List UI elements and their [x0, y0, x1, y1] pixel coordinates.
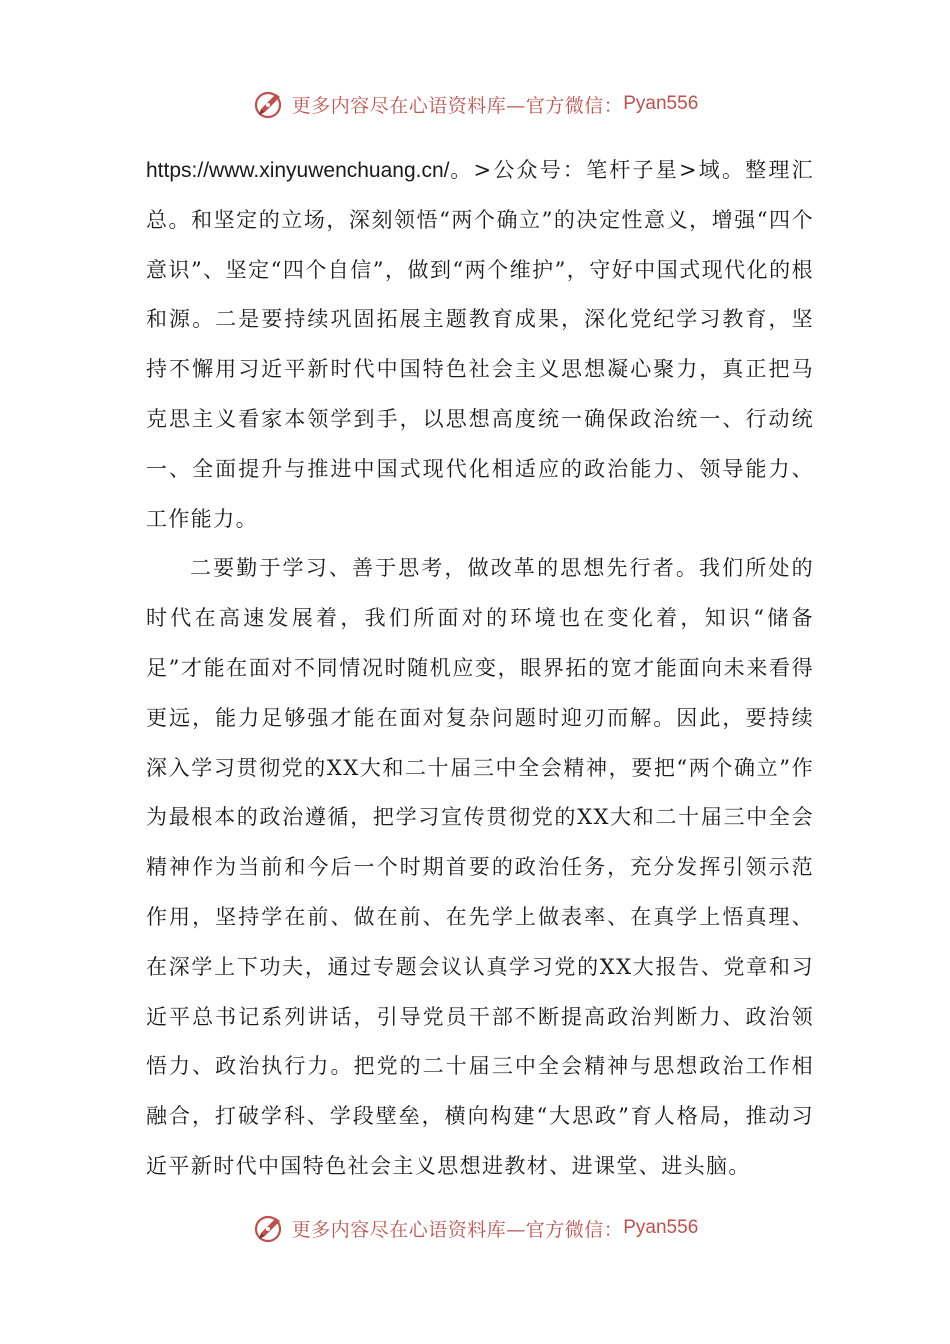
- header-banner-text: 更多内容尽在心语资料库—官方微信：: [291, 94, 624, 117]
- pen-logo-icon: [252, 1211, 286, 1245]
- footer-banner-text: 更多内容尽在心语资料库—官方微信：: [291, 1218, 624, 1241]
- paragraph-1-text: 。>公众号：笔杆子星>域。整理汇总。和坚定的立场，深刻领悟“两个确立”的决定性意义，增强“四个意识”、坚定“四个自信”，做到“两个维护”，守好中国式现代化的根和源。二是要持续巩固拓展主题教育成果，深化党纪学习教育，坚持不懈用习近平新时代中国特色社会主义思想凝心聚力，真正把马克思主义看家本领学到手，以思想高度统一确保政治统一、行动统一、全面提升与推进中国式现代化相适应的政治能力、领导能力、工作能力。: [146, 158, 814, 531]
- header-banner-id: Pyan556: [623, 93, 699, 114]
- paragraph-2: 二要勤于学习、善于思考，做改革的思想先行者。我们所处的时代在高速发展着，我们所面对的环境也在变化着，知识“储备足”才能在面对不同情况时随机应变，眼界拓的宽才能面向未来看得更远，能力足够强才能在面对复杂问题时迎刃而解。因此，要持续深入学习贯彻党的XX大和二十届三中全会精神，要把“两个确立”作为最根本的政治遵循，把学习宣传贯彻党的XX大和二十届三中全会精神作为当前和今后一个时期首要的政治任务，充分发挥引领示范作用，坚持学在前、做在前、在先学上做表率、在真学上悟真理、在深学上下功夫，通过专题会议认真学习党的XX大报告、党章和习近平总书记系列讲话，引导党员干部不断提高政治判断力、政治领悟力、政治执行力。把党的二十届三中全会精神与思想政治工作相融合，打破学科、学段壁垒，横向构建“大思政”育人格局，推动习近平新时代中国特色社会主义思想进教材、进课堂、进头脑。: [146, 556, 814, 1178]
- document-body: [146, 146, 814, 1192]
- header-banner: [0, 84, 950, 124]
- footer-banner-id: Pyan556: [623, 1217, 699, 1238]
- paragraph-1: [146, 146, 814, 544]
- website-url: https://www.xinyuwenchuang.cn/: [146, 159, 450, 182]
- footer-banner: [0, 1208, 950, 1248]
- pen-logo-icon: [252, 87, 286, 121]
